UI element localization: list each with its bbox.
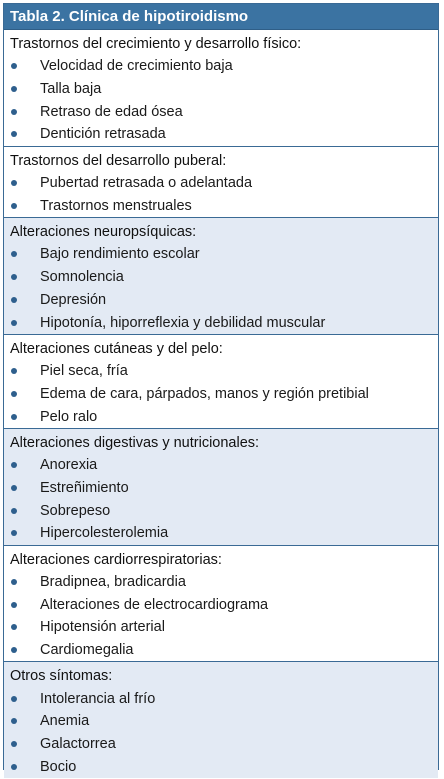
- list-item: Retraso de edad ósea: [10, 100, 432, 123]
- section-heading: Alteraciones neuropsíquicas:: [10, 224, 197, 241]
- section-cutaneas: [4, 335, 438, 429]
- bullet-icon: [11, 508, 17, 514]
- section-crecimiento: [4, 30, 438, 147]
- list-item: Anemia: [10, 710, 432, 733]
- list-item: Intolerancia al frío: [10, 687, 432, 710]
- list-item: Talla baja: [10, 78, 432, 101]
- list-item: Cardiomegalia: [10, 639, 432, 662]
- bullet-icon: [11, 203, 17, 209]
- section-heading: Alteraciones cutáneas y del pelo:: [10, 340, 223, 357]
- bullet-icon: [11, 180, 17, 186]
- list-item: Edema de cara, párpados, manos y región pretibial: [10, 383, 432, 406]
- list-item: Sobrepeso: [10, 499, 432, 522]
- clinical-table: [3, 3, 439, 775]
- list-item: Estreñimiento: [10, 477, 432, 500]
- section-heading: Alteraciones digestivas y nutricionales:: [10, 434, 260, 451]
- bullet-icon: [11, 86, 17, 92]
- list-item: Pelo ralo: [10, 405, 432, 428]
- bullet-icon: [11, 274, 17, 280]
- list-item: Bajo rendimiento escolar: [10, 243, 432, 266]
- section-heading: Otros síntomas:: [10, 668, 113, 685]
- bullet-icon: [11, 63, 17, 69]
- bullet-icon: [11, 368, 17, 374]
- list-item: Anorexia: [10, 454, 432, 477]
- bullet-icon: [11, 579, 17, 585]
- bullet-icon: [11, 647, 17, 653]
- list-item: Galactorrea: [10, 733, 432, 756]
- bullet-icon: [11, 131, 17, 137]
- section-heading: Alteraciones cardiorrespiratorias:: [10, 551, 222, 568]
- bullet-icon: [11, 718, 17, 724]
- section-neuropsiquicas: [4, 218, 438, 335]
- section-heading: Trastornos del desarrollo puberal:: [10, 152, 227, 169]
- section-digestivas: [4, 429, 438, 546]
- bullet-icon: [11, 530, 17, 536]
- section-otros: [4, 662, 438, 778]
- list-item: Velocidad de crecimiento baja: [10, 55, 432, 78]
- bullet-icon: [11, 624, 17, 630]
- bullet-icon: [11, 462, 17, 468]
- section-cardiorrespiratorias: [4, 546, 438, 663]
- bullet-icon: [11, 764, 17, 770]
- list-item: Alteraciones de electrocardiograma: [10, 593, 432, 616]
- list-item: Somnolencia: [10, 266, 432, 289]
- bullet-icon: [11, 602, 17, 608]
- table-title: Tabla 2. Clínica de hipotiroidismo: [4, 4, 438, 30]
- bullet-icon: [11, 741, 17, 747]
- list-item: Bocio: [10, 756, 432, 779]
- bullet-icon: [11, 297, 17, 303]
- list-item: Hipotensión arterial: [10, 616, 432, 639]
- list-item: Hipotonía, hiporreflexia y debilidad muscular: [10, 311, 432, 334]
- bullet-icon: [11, 414, 17, 420]
- list-item: Bradipnea, bradicardia: [10, 571, 432, 594]
- list-item: Pubertad retrasada o adelantada: [10, 172, 432, 195]
- list-item: Piel seca, fría: [10, 360, 432, 383]
- list-item: Depresión: [10, 289, 432, 312]
- bullet-icon: [11, 251, 17, 257]
- list-item: Hipercolesterolemia: [10, 522, 432, 545]
- list-item: Dentición retrasada: [10, 123, 432, 146]
- bullet-icon: [11, 696, 17, 702]
- list-item: Trastornos menstruales: [10, 194, 432, 217]
- bullet-icon: [11, 109, 17, 115]
- bullet-icon: [11, 320, 17, 326]
- bullet-icon: [11, 391, 17, 397]
- bullet-icon: [11, 485, 17, 491]
- section-heading: Trastornos del crecimiento y desarrollo físico:: [10, 36, 302, 52]
- section-puberal: [4, 147, 438, 218]
